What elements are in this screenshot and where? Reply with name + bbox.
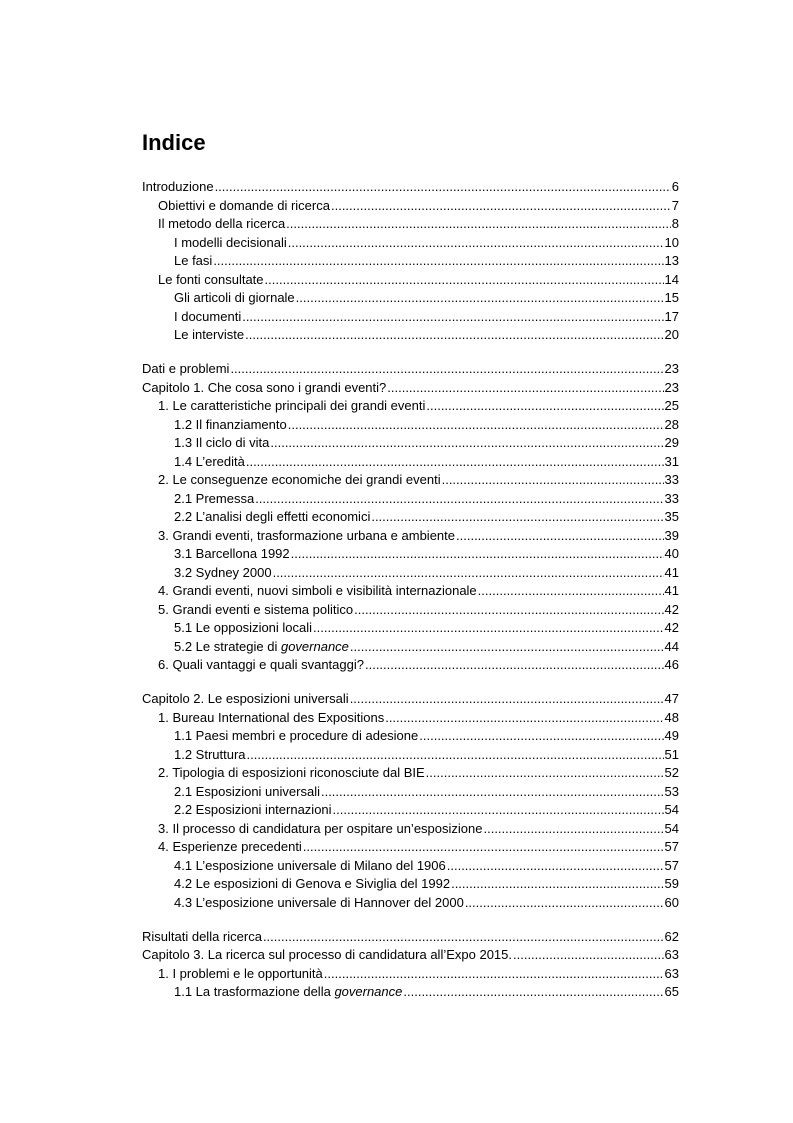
toc-entry-label [158,215,285,234]
toc-entry [142,508,679,527]
toc-entry [142,582,679,601]
toc-entry [142,801,679,820]
toc-entry-label [142,379,386,398]
toc-entry-text: 1.4 L’eredità [174,453,245,469]
toc-page-number: 44 [664,638,679,654]
toc-entry-label [158,709,384,728]
toc-entry-label [174,508,370,527]
toc-entry [142,252,679,271]
toc-entry-text: Capitolo 3. La ricerca sul processo di candidatura all’Expo 2015. [142,947,512,962]
toc-entry-label [174,416,287,435]
toc-entry-text: 2.1 Esposizioni universali [174,783,320,799]
toc-entry [142,397,679,416]
toc-entry [142,820,679,839]
dot-leader [273,564,664,583]
toc-page-number: 54 [664,820,679,836]
toc-entry-label [174,857,446,876]
toc-entry [142,490,679,509]
dot-leader [286,215,671,234]
toc-entry-label [158,397,425,416]
toc-entry-text: 2.2 L’analisi degli effetti economici [174,509,371,524]
toc-entry-label [174,453,245,472]
toc-entry-text: 4. Grandi eventi, nuovi simboli e visibilità internazionale [158,583,477,598]
toc-entry-text: 1.1 Paesi membri e procedure di adesione [174,728,419,743]
toc-page-number: 13 [664,253,679,268]
toc-page-number: 8 [671,216,679,231]
toc-entry-text: 4.2 Le esposizioni di Genova e Siviglia del 1992 [174,876,451,891]
dot-leader [465,894,664,913]
toc-entry [142,746,679,765]
toc-entry-text: 1.2 Struttura [174,746,246,762]
toc-entry-label [142,690,349,709]
toc-entry-text: 2. Tipologia di esposizioni riconosciute dal BIE [158,765,425,780]
toc-entry [142,656,679,675]
toc-entry-text: 1. Le caratteristiche principali dei grandi eventi [158,398,426,413]
toc-entry [142,894,679,913]
toc-entry [142,638,679,657]
toc-entry [142,564,679,583]
dot-leader [513,946,664,965]
toc-entry-text: 5.1 Le opposizioni locali [174,620,313,635]
toc-entry-label [142,946,512,965]
toc-entry-label [174,638,349,657]
page-title: Indice [142,130,206,155]
dot-leader [483,820,663,839]
toc-entry [142,453,679,472]
toc-entry-text: Risultati della ricerca [142,928,262,944]
toc-page-number: 41 [664,583,679,598]
toc-entry-italic-text: governance [280,638,349,654]
toc-page-number: 10 [664,234,679,250]
toc-page-number: 48 [664,709,679,725]
toc-entry [142,545,679,564]
dot-leader [387,379,663,398]
toc-entry-label [174,746,246,765]
dot-leader [426,764,664,783]
toc-entry-text: Capitolo 2. Le esposizioni universali [142,691,349,706]
toc-page-number: 53 [664,783,679,799]
toc-entry-italic-text: governance [334,984,403,999]
toc-entry [142,875,679,894]
toc-entry-label [142,928,262,947]
toc-entry-label [158,527,455,546]
dot-leader [371,508,663,527]
toc-page-number: 57 [664,857,679,873]
toc-entry-text: 4. Esperienze precedenti [158,839,302,854]
toc-entry-label [174,234,287,253]
toc-entry-text: 3.1 Barcellona 1992 [174,546,290,561]
toc-entry-text: Obiettivi e domande di ricerca [158,197,330,213]
toc-entry [142,178,679,197]
toc-entry-label [174,619,312,638]
toc-entry-label [158,965,323,984]
toc-page-number: 29 [664,435,679,450]
toc-entry-label [158,764,425,783]
toc-page-number: 35 [664,509,679,524]
dot-leader [213,252,663,271]
dot-leader [288,416,664,435]
dot-leader [321,783,664,802]
toc-entry [142,271,679,290]
toc-entry-text: 3. Il processo di candidatura per ospitare un’esposizione [158,820,483,836]
toc-page-number: 23 [664,361,679,376]
toc-entry [142,215,679,234]
toc-entry-text: I modelli decisionali [174,234,287,250]
toc-entry-text: 5. Grandi eventi e sistema politico [158,601,354,617]
dot-leader [354,601,663,620]
dot-leader [403,983,663,1002]
toc-entry [142,709,679,728]
toc-page-number: 6 [671,179,679,194]
toc-entry [142,471,679,490]
toc-entry-text: 1. I problemi e le opportunità [158,965,323,981]
toc-page-number: 25 [664,398,679,413]
toc-entry-label [174,564,272,583]
dot-leader [447,857,664,876]
dot-leader [313,619,663,638]
toc-page-number: 7 [671,197,679,213]
dot-leader [215,178,671,197]
toc-entry-text: Dati e problemi [142,361,230,376]
toc-entry-text: 2. Le conseguenze economiche dei grandi eventi [158,472,441,487]
toc-entry [142,764,679,783]
toc-entry-text: 3. Grandi eventi, trasformazione urbana e ambiente [158,527,456,543]
toc-entry-text: Le fasi [174,253,213,268]
toc-entry-text: 1.3 Il ciclo di vita [174,435,270,450]
toc-entry [142,234,679,253]
toc-entry-label [142,178,214,197]
toc-entry-label [142,360,229,379]
toc-page-number: 42 [664,620,679,635]
toc-entry [142,946,679,965]
toc-entry-label [158,838,302,857]
toc-entry [142,360,679,379]
toc-entry-text: 5.2 Le strategie di [174,638,281,654]
toc-entry [142,783,679,802]
toc-entry-label [174,801,332,820]
toc-entry-text: 2.2 Esposizioni internazioni [174,802,332,817]
toc-entry [142,983,679,1002]
toc-entry-label [174,289,295,308]
toc-entry-text: Gli articoli di giornale [174,290,295,305]
dot-leader [478,582,664,601]
toc-entry [142,326,679,345]
dot-leader [331,197,671,216]
toc-page-number: 33 [664,490,679,506]
dot-leader [456,527,664,546]
toc-entry [142,289,679,308]
dot-leader [242,308,663,327]
toc-entry-label [158,582,477,601]
toc-entry-label [174,894,464,913]
toc-entry-label [174,490,254,509]
toc-page-number: 59 [664,876,679,891]
dot-leader [419,727,663,746]
toc-entry-label [158,471,441,490]
toc-page-number: 28 [664,416,679,432]
toc-entry [142,379,679,398]
toc-page-number: 65 [664,984,679,999]
toc-entry-label [158,656,364,675]
toc-entry-text: 3.2 Sydney 2000 [174,564,272,580]
toc-entry-text: 1.2 Il finanziamento [174,416,287,432]
toc-page-number: 46 [664,657,679,672]
toc-entry [142,965,679,984]
dot-leader [365,656,664,675]
toc-entry-text: Introduzione [142,179,214,194]
toc-entry-text: 4.3 L’esposizione universale di Hannover del 2000 [174,894,464,910]
toc-entry-text: Le interviste [174,327,245,342]
toc-page-number: 15 [664,290,679,305]
dot-leader [385,709,663,728]
toc-entry-label [158,271,264,290]
toc-entry-text: Le fonti consultate [158,271,264,287]
toc-entry-text: 1. Bureau International des Expositions [158,709,385,725]
toc-entry-text: Il metodo della ricerca [158,216,286,231]
toc-entry-label [174,308,241,327]
dot-leader [296,289,664,308]
dot-leader [442,471,664,490]
toc-entry [142,527,679,546]
toc-entry [142,857,679,876]
toc-entry-text: Capitolo 1. Che cosa sono i grandi eventi? [142,379,387,395]
toc-page-number: 17 [664,308,679,324]
toc-entry-text: 4.1 L’esposizione universale di Milano del 1906 [174,857,446,873]
toc-entry-text: I documenti [174,308,242,324]
toc-page-number: 60 [664,894,679,910]
toc-page-number: 54 [664,802,679,817]
dot-leader [288,234,664,253]
toc-page-number: 49 [664,728,679,743]
dot-leader [246,453,664,472]
toc-entry-label [158,601,353,620]
toc-entry-label [158,820,482,839]
toc-entry-label [174,727,418,746]
toc-page-number: 40 [664,546,679,561]
toc-page-number: 42 [664,601,679,617]
toc-page-number: 51 [664,746,679,762]
dot-leader [245,326,663,345]
toc-entry [142,619,679,638]
toc-page-number: 57 [664,839,679,854]
toc-entry-text: 1.1 La trasformazione della [174,984,335,999]
toc-entry-label [174,434,269,453]
dot-leader [291,545,664,564]
toc-entry-label [174,545,290,564]
toc-page-number: 63 [664,947,679,962]
toc-entry [142,690,679,709]
toc-entry [142,416,679,435]
dot-leader [451,875,663,894]
dot-leader [350,690,664,709]
dot-leader [333,801,664,820]
toc-entry [142,838,679,857]
toc-entry-label [174,252,212,271]
toc-entry-label [174,983,402,1002]
toc-page-number: 14 [664,271,679,287]
dot-leader [350,638,664,657]
toc-entry [142,308,679,327]
toc-page-number: 31 [664,453,679,469]
dot-leader [255,490,663,509]
dot-leader [265,271,664,290]
toc-page-number: 41 [664,564,679,580]
dot-leader [263,928,664,947]
toc-entry [142,601,679,620]
toc-page-number: 39 [664,527,679,543]
toc-entry [142,434,679,453]
toc-page-number: 62 [664,928,679,944]
dot-leader [247,746,664,765]
toc-entry [142,928,679,947]
toc-entry [142,727,679,746]
toc-entry [142,197,679,216]
toc-entry-text: 2.1 Premessa [174,490,255,506]
toc-page-number: 20 [664,327,679,342]
toc-entry-label [158,197,330,216]
toc-entry-text: 6. Quali vantaggi e quali svantaggi? [158,657,364,672]
dot-leader [426,397,663,416]
toc-entry-label [174,783,320,802]
toc-entry-label [174,326,244,345]
toc-page-number: 47 [664,691,679,706]
dot-leader [230,360,663,379]
toc-page-number: 52 [664,765,679,780]
toc-page-number: 23 [664,379,679,395]
dot-leader [324,965,664,984]
toc-page-number: 33 [664,472,679,487]
toc-page-number: 63 [664,965,679,981]
dot-leader [303,838,664,857]
toc-entry-label [174,875,450,894]
table-of-contents [142,178,679,1002]
dot-leader [270,434,663,453]
